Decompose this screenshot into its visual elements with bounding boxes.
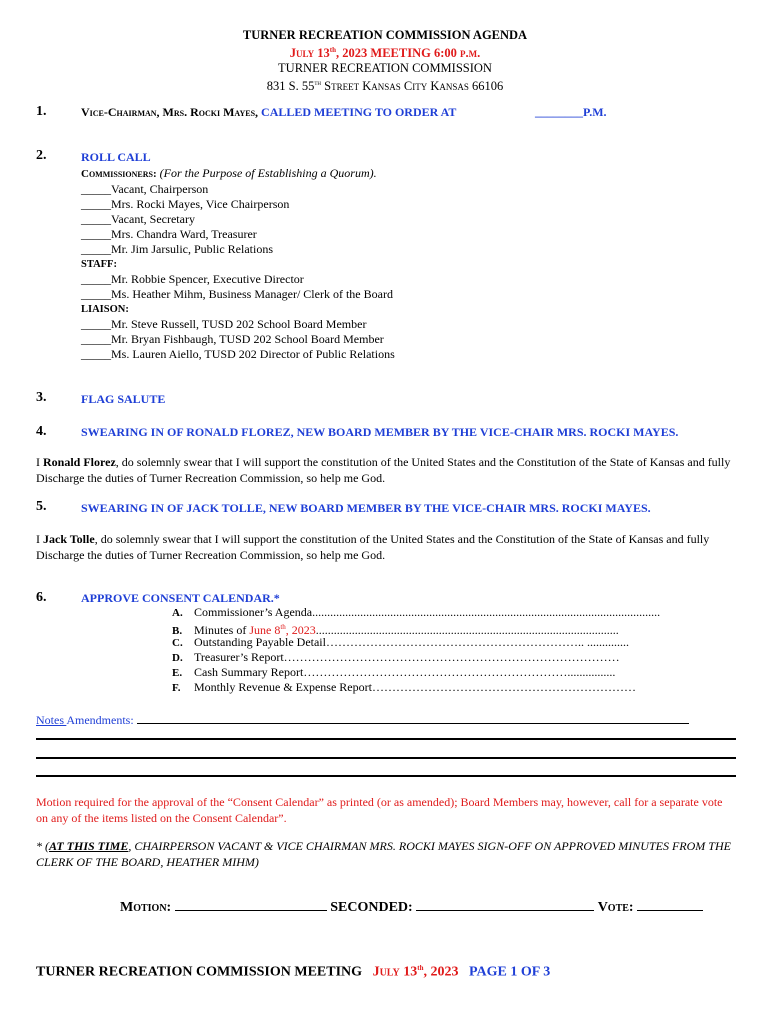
staff-row: _____Ms. Heather Mihm, Business Manager/ Clerk of the Board bbox=[81, 287, 393, 301]
amendments-field[interactable] bbox=[137, 711, 689, 724]
amendment-line-1[interactable] bbox=[36, 738, 736, 740]
vote-field[interactable] bbox=[637, 898, 703, 911]
signoff-note: * (AT THIS TIME, CHAIRPERSON VACANT & VICE CHAIRMAN MRS. ROCKI MAYES SIGN-OFF ON APPROVED MINUTES FROM THE CLERK OF THE BOARD, HEATHER MIHM) bbox=[36, 839, 731, 869]
item-3-number: 3. bbox=[36, 390, 47, 405]
item-1-number: 1. bbox=[36, 104, 47, 119]
commissioner-row: _____Mr. Jim Jarsulic, Public Relations bbox=[81, 242, 273, 256]
motion-vote-line: Motion: SECONDED: Vote: bbox=[120, 898, 703, 916]
header-organization: TURNER RECREATION COMMISSION bbox=[278, 61, 492, 76]
commissioners-heading: Commissioners: (For the Purpose of Establishing a Quorum). bbox=[81, 166, 377, 180]
item-1-text: Vice-Chairman, Mrs. Rocki Mayes, CALLED MEETING TO ORDER AT bbox=[81, 105, 457, 119]
consent-item-payables: C. Outstanding Payable Detail……………………………………………………….. .............. bbox=[172, 635, 629, 649]
header-title: TURNER RECREATION COMMISSION AGENDA bbox=[242, 28, 528, 42]
item-3-title: FLAG SALUTE bbox=[81, 392, 166, 406]
staff-heading: STAFF: bbox=[81, 259, 117, 270]
commissioner-row: _____Vacant, Secretary bbox=[81, 212, 195, 226]
commissioner-row: _____Mrs. Chandra Ward, Treasurer bbox=[81, 227, 257, 241]
consent-item-treasurer: D. Treasurer’s Report………………………………………………………………………… bbox=[172, 650, 620, 664]
liaison-row: _____Mr. Steve Russell, TUSD 202 School Board Member bbox=[81, 317, 367, 331]
amendment-line-2[interactable] bbox=[36, 757, 736, 759]
agenda-header bbox=[0, 28, 770, 94]
motion-requirement-note: Motion required for the approval of the “Consent Calendar” as printed (or as amended); Board Members may, however, call for a separate vote on any of the items listed on the Consent Calendar”. bbox=[36, 795, 723, 825]
consent-item-agenda: A. Commissioner’s Agenda.................................................................................................................... bbox=[172, 605, 661, 619]
item-6-number: 6. bbox=[36, 590, 47, 605]
liaison-row: _____Mr. Bryan Fishbaugh, TUSD 202 School Board Member bbox=[81, 332, 384, 346]
notes-amendments-line: Notes Amendments: bbox=[36, 711, 689, 728]
staff-row: _____Mr. Robbie Spencer, Executive Director bbox=[81, 272, 304, 286]
header-meeting-date: July 13th, 2023 MEETING 6:00 p.m. bbox=[289, 46, 481, 61]
page-footer: TURNER RECREATION COMMISSION MEETING July 13th, 2023 PAGE 1 OF 3 bbox=[36, 964, 551, 980]
consent-item-minutes: B. Minutes of June 8th, 2023..................................................................................................... bbox=[172, 623, 619, 637]
liaison-row: _____Ms. Lauren Aiello, TUSD 202 Director of Public Relations bbox=[81, 347, 395, 361]
item-5-number: 5. bbox=[36, 499, 47, 514]
item-4-oath: I Ronald Florez, do solemnly swear that I will support the constitution of the United States and the Constitution of the State of Kansas and fully Discharge the duties of Turner Recreation Commission, so help me God. bbox=[36, 455, 731, 485]
consent-item-revenue: F. Monthly Revenue & Expense Report………………………………………………………… bbox=[172, 680, 636, 694]
item-5-title: SWEARING IN OF JACK TOLLE, NEW BOARD MEMBER BY THE VICE-CHAIR MRS. ROCKI MAYES. bbox=[81, 501, 651, 515]
consent-item-cash-summary: E. Cash Summary Report…………………………………………………………................ bbox=[172, 665, 616, 679]
item-4-number: 4. bbox=[36, 424, 47, 439]
item-2-number: 2. bbox=[36, 148, 47, 163]
item-6-title: APPROVE CONSENT CALENDAR.* bbox=[81, 591, 280, 605]
page-number: PAGE 1 OF 3 bbox=[469, 964, 551, 980]
liaison-heading: LIAISON: bbox=[81, 304, 129, 315]
item-2-title: ROLL CALL bbox=[81, 150, 151, 164]
item-5-oath: I Jack Tolle, do solemnly swear that I will support the constitution of the United States and the Constitution of the State of Kansas and fully Discharge the duties of Turner Recreation Commission, so help me God. bbox=[36, 532, 710, 562]
seconded-field[interactable] bbox=[416, 898, 594, 911]
commissioner-row: _____Mrs. Rocki Mayes, Vice Chairperson bbox=[81, 197, 290, 211]
amendment-line-3[interactable] bbox=[36, 775, 736, 777]
roll-call-block bbox=[81, 166, 395, 362]
item-4-title: SWEARING IN OF RONALD FLOREZ, NEW BOARD MEMBER BY THE VICE-CHAIR MRS. ROCKI MAYES. bbox=[81, 425, 679, 439]
header-address: 831 S. 55th Street Kansas City Kansas 66106 bbox=[266, 79, 504, 94]
item-1-time-blank: ________P.M. bbox=[535, 105, 607, 119]
motion-field[interactable] bbox=[175, 898, 327, 911]
commissioner-row: _____Vacant, Chairperson bbox=[81, 182, 209, 196]
